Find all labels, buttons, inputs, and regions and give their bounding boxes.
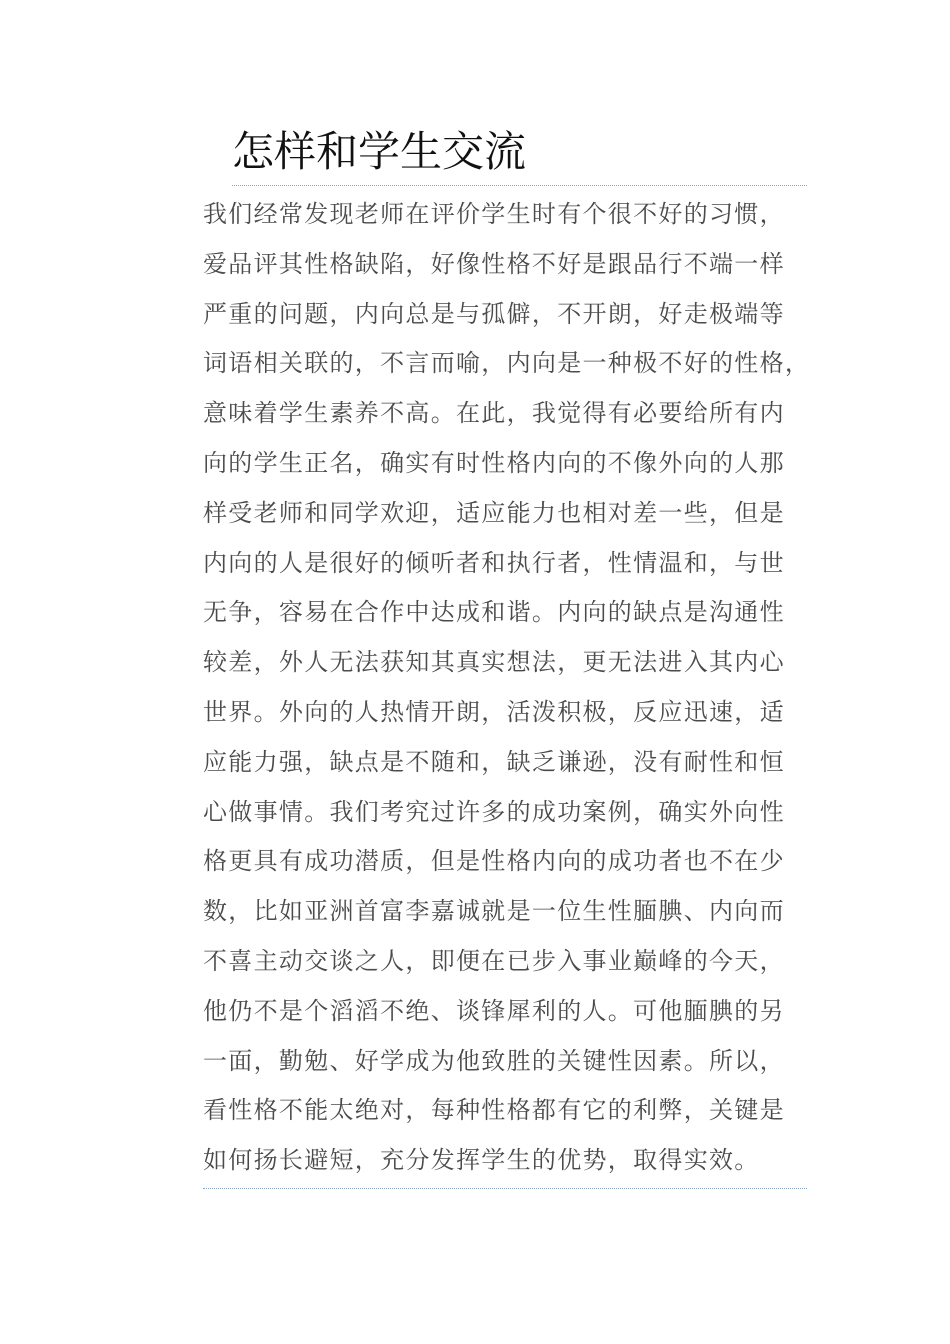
text-line: 爱品评其性格缺陷，好像性格不好是跟品行不端一样	[203, 249, 785, 278]
text-line: 意味着学生素养不高。在此，我觉得有必要给所有内	[203, 399, 785, 428]
text-line: 我们经常发现老师在评价学生时有个很不好的习惯，	[203, 200, 785, 228]
text-line: 心做事情。我们考究过许多的成功案例，确实外向性	[203, 797, 785, 826]
text-line: 内向的人是很好的倾听者和执行者，性情温和，与世	[203, 548, 785, 577]
text-line: 看性格不能太绝对，每种性格都有它的利弊，关键是	[203, 1096, 785, 1125]
text-line: 严重的问题，内向总是与孤僻，不开朗，好走极端等	[203, 299, 785, 328]
text-line: 样受老师和同学欢迎，适应能力也相对差一些，但是	[203, 498, 785, 527]
text-line: 格更具有成功潜质，但是性格内向的成功者也不在少	[203, 847, 785, 876]
text-line: 应能力强，缺点是不随和，缺乏谦逊，没有耐性和恒	[203, 747, 785, 776]
body-text	[203, 190, 813, 1186]
text-line: 向的学生正名，确实有时性格内向的不像外向的人那	[203, 448, 785, 477]
text-line: 数，比如亚洲首富李嘉诚就是一位生性腼腆、内向而	[203, 897, 785, 926]
text-line: 他仍不是个滔滔不绝、谈锋犀利的人。可他腼腆的另	[203, 996, 785, 1025]
text-line: 词语相关联的，不言而喻，内向是一种极不好的性格，	[203, 349, 811, 378]
text-line: 不喜主动交谈之人，即便在已步入事业巅峰的今天，	[203, 946, 785, 975]
document-title: 怎样和学生交流	[232, 127, 527, 176]
text-line: 无争，容易在合作中达成和谐。内向的缺点是沟通性	[203, 598, 785, 627]
text-line: 一面，勤勉、好学成为他致胜的关键性因素。所以，	[203, 1046, 785, 1075]
title-divider	[232, 185, 807, 186]
bottom-divider	[203, 1188, 807, 1189]
text-line: 如何扬长避短，充分发挥学生的优势，取得实效。	[203, 1146, 760, 1175]
text-line: 较差，外人无法获知其真实想法，更无法进入其内心	[203, 648, 785, 677]
text-line: 世界。外向的人热情开朗，活泼积极，反应迅速，适	[203, 697, 785, 726]
